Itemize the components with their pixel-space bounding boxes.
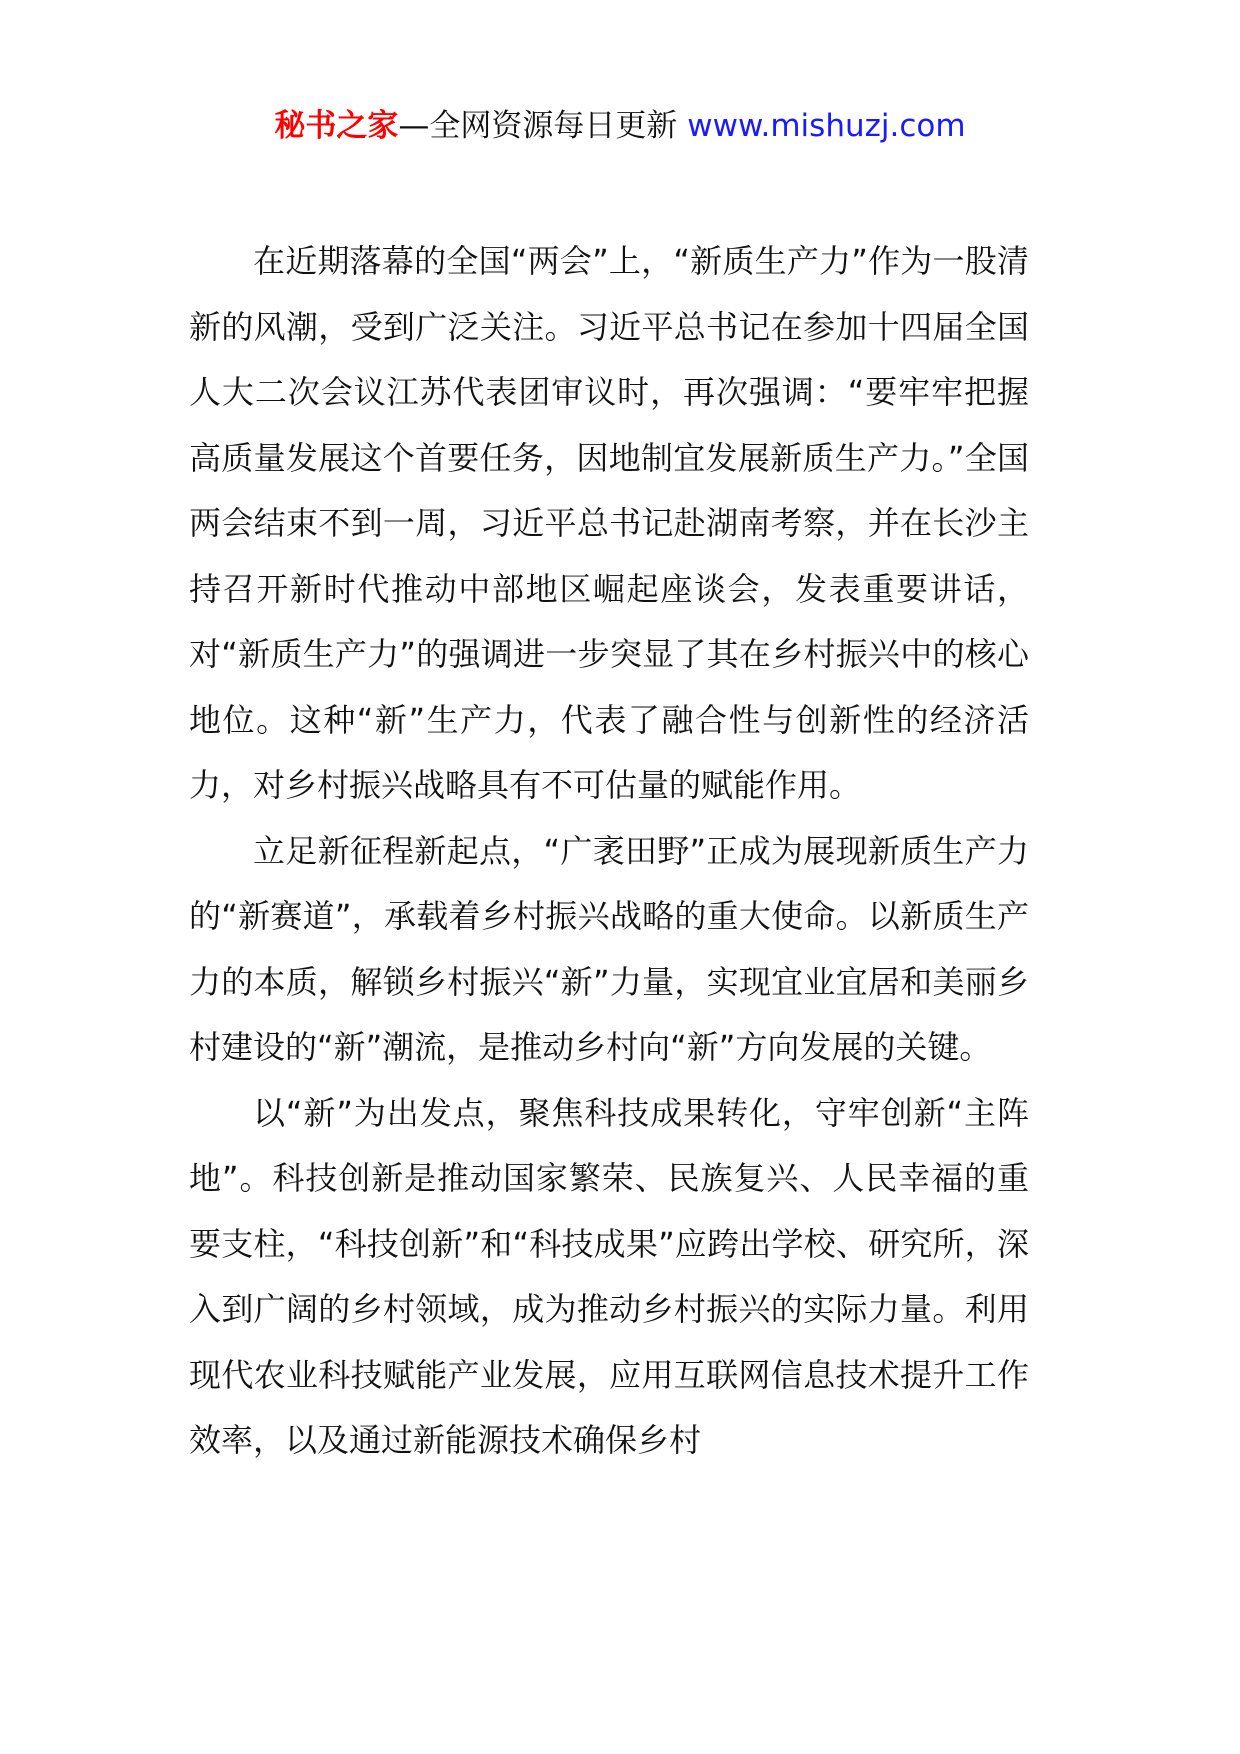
article-body [189, 229, 1029, 1474]
article-paragraph: 以“新”为出发点，聚焦科技成果转化，守牢创新“主阵地”。科技创新是推动国家繁荣、民族复兴、人民幸福的重要支柱，“科技创新”和“科技成果”应跨出学校、研究所，深入到广阔的乡村领域，成为推动乡村振兴的实际力量。利用现代农业科技赋能产业发展，应用互联网信息技术提升工作效率，以及通过新能源技术确保乡村 [189, 1093, 1029, 1459]
site-tagline: —全网资源每日更新 [398, 108, 688, 144]
site-url-link[interactable]: www.mishuzj.com [687, 108, 966, 144]
article-paragraph: 立足新征程新起点，“广袤田野”正成为展现新质生产力的“新赛道”，承载着乡村振兴战略的重大使命。以新质生产力的本质，解锁乡村振兴“新”力量，实现宜业宜居和美丽乡村建设的“新”潮流，是推动乡村向“新”方向发展的关键。 [189, 831, 1029, 1066]
site-header [0, 98, 1240, 154]
article-paragraph: 在近期落幕的全国“两会”上，“新质生产力”作为一股清新的风潮，受到广泛关注。习近平总书记在参加十四届全国人大二次会议江苏代表团审议时，再次强调：“要牢牢把握高质量发展这个首要任务，因地制宜发展新质生产力。”全国两会结束不到一周，习近平总书记赴湖南考察，并在长沙主持召开新时代推动中部地区崛起座谈会，发表重要讲话，对“新质生产力”的强调进一步突显了其在乡村振兴中的核心地位。这种“新”生产力，代表了融合性与创新性的经济活力，对乡村振兴战略具有不可估量的赋能作用。 [189, 242, 1029, 804]
site-brand: 秘书之家 [274, 108, 399, 144]
